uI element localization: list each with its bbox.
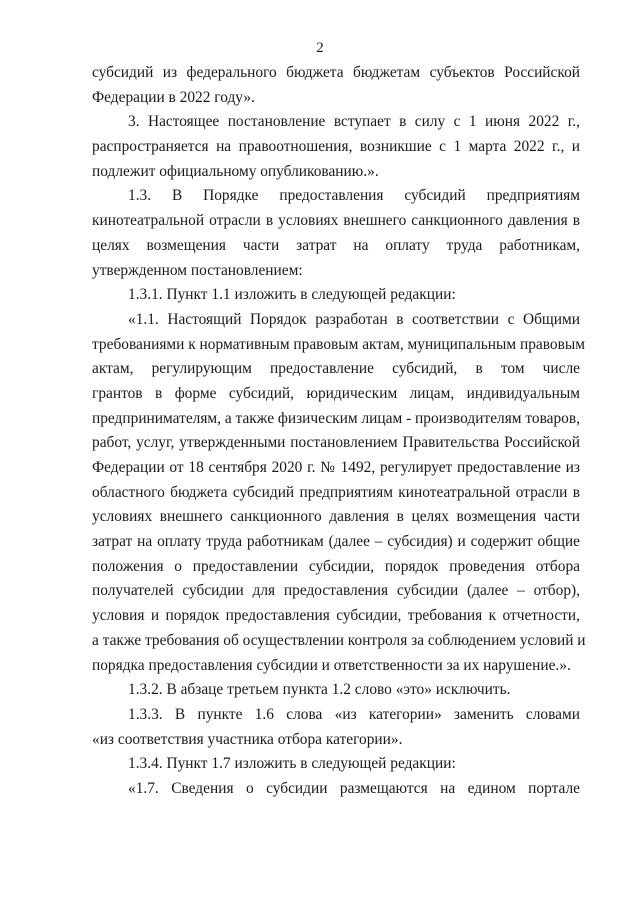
paragraph bbox=[92, 752, 580, 777]
paragraph bbox=[92, 61, 580, 110]
text-line: затрат на оплату труда работникам (далее – субсидия) и содержит общие bbox=[92, 533, 580, 551]
paragraph bbox=[92, 308, 586, 678]
paragraph bbox=[92, 703, 580, 752]
text-line: предпринимателям, а также физическим лицам - производителям товаров, bbox=[92, 409, 580, 427]
page-number: 2 bbox=[316, 40, 324, 56]
text-line: получателей субсидии для предоставления субсидии (далее – отбор), bbox=[92, 582, 580, 600]
text-line: условиях внешнего санкционного давления в целях возмещения части bbox=[92, 508, 580, 526]
text-line: актам, регулирующим предоставление субсидий, в том числе bbox=[92, 360, 580, 378]
text-line: Федерации в 2022 году». bbox=[92, 88, 255, 106]
text-line: работ, услуг, утвержденными постановлением Правительства Российской bbox=[92, 434, 580, 452]
text-line: субсидий из федерального бюджета бюджетам субъектов Российской bbox=[92, 64, 580, 81]
text-line: порядка предоставления субсидии и ответственности за их нарушение.». bbox=[92, 656, 571, 674]
text-line: грантов в форме субсидий, юридическим лицам, индивидуальным bbox=[92, 384, 580, 402]
paragraph bbox=[92, 110, 580, 184]
text-line: распространяется на правоотношения, возникшие с 1 марта 2022 г., и bbox=[92, 138, 580, 156]
paragraph bbox=[92, 777, 580, 802]
document-body bbox=[92, 61, 586, 802]
paragraph bbox=[92, 678, 580, 703]
text-line: Федерации от 18 сентября 2020 г. № 1492, регулирует предоставление из bbox=[92, 459, 580, 476]
paragraph bbox=[92, 283, 580, 308]
text-line: кинотеатральной отрасли в условиях внешнего санкционного давления в bbox=[92, 212, 580, 230]
paragraph bbox=[92, 184, 580, 283]
text-line: 1.3. В Порядке предоставления субсидий предприятиям bbox=[128, 187, 580, 205]
text-line: 1.3.4. Пункт 1.7 изложить в следующей редакции: bbox=[128, 755, 456, 773]
text-line: «1.7. Сведения о субсидии размещаются на едином портале bbox=[128, 779, 580, 797]
text-line: требованиями к нормативным правовым актам, муниципальным правовым bbox=[92, 335, 585, 353]
text-line: положения о предоставлении субсидии, порядок проведения отбора bbox=[92, 557, 580, 575]
text-line: условия и порядок предоставления субсидии, требования к отчетности, bbox=[92, 607, 580, 625]
text-line: 1.3.3. В пункте 1.6 слова «из категории» заменить словами bbox=[128, 705, 580, 723]
text-line: «1.1. Настоящий Порядок разработан в соответствии с Общими bbox=[128, 310, 580, 328]
text-line: 3. Настоящее постановление вступает в силу с 1 июня 2022 г., bbox=[128, 113, 580, 131]
text-line: «из соответствия участника отбора категории». bbox=[92, 730, 403, 748]
text-line: 1.3.2. В абзаце третьем пункта 1.2 слово «это» исключить. bbox=[128, 681, 511, 699]
text-line: целях возмещения части затрат на оплату труда работникам, bbox=[92, 236, 580, 254]
text-line: подлежит официальному опубликованию.». bbox=[92, 162, 379, 180]
text-line: 1.3.1. Пункт 1.1 изложить в следующей редакции: bbox=[128, 286, 456, 304]
text-line: утвержденном постановлением: bbox=[92, 261, 303, 279]
text-line: областного бюджета субсидий предприятиям кинотеатральной отрасли в bbox=[92, 483, 580, 501]
text-line: а также требования об осуществлении контроля за соблюдением условий и bbox=[92, 631, 586, 649]
